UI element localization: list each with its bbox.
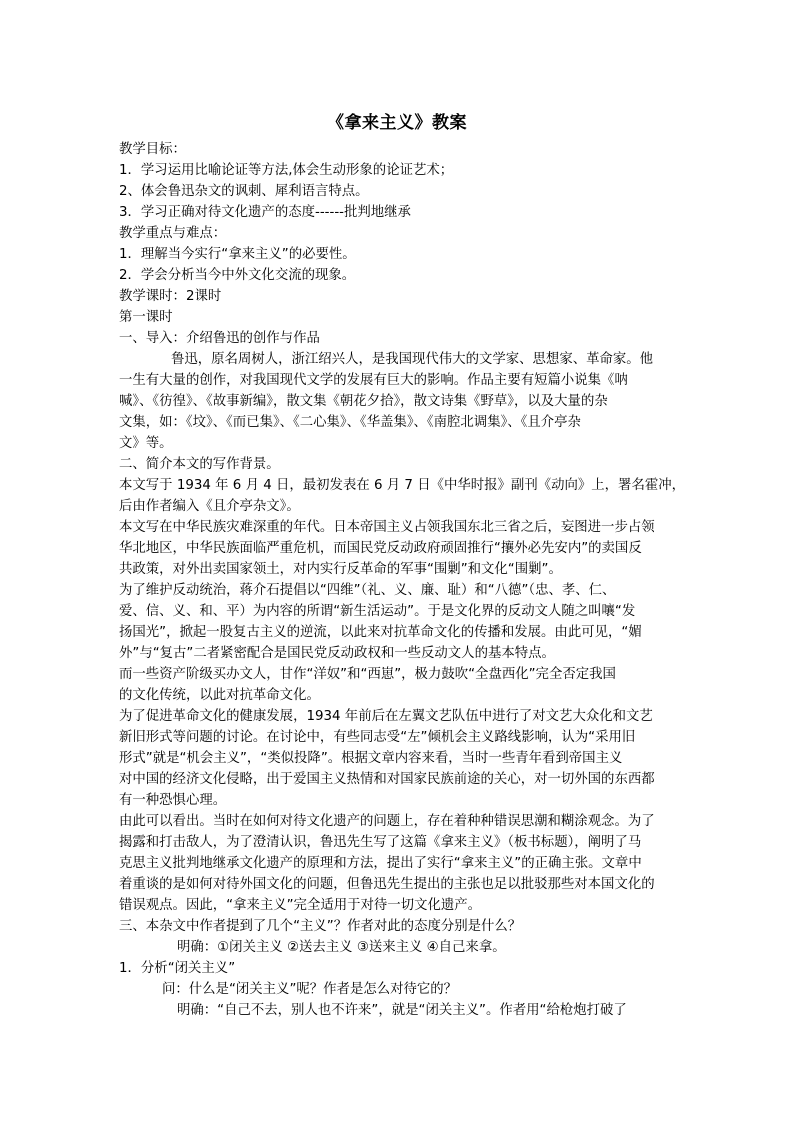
text-line: 文》等。 xyxy=(119,436,173,451)
text-line: 错误观点。因此，“拿来主义”完全适用于对待一切文化遗产。 xyxy=(119,898,482,913)
text-line: 3．学习正确对待文化遗产的态度------批判地继承 xyxy=(119,205,411,220)
text-line: 教学重点与难点： xyxy=(119,226,227,241)
text-line: 本文写于 1934 年 6 月 4 日，最初发表在 6 月 7 日《中华时报》副刊《动向》上，署名霍冲， xyxy=(119,478,685,493)
text-line: 由此可以看出。当时在如何对待文化遗产的问题上，存在着种种错误思潮和糊涂观念。为了 xyxy=(119,814,655,829)
text-line: 共政策，对外出卖国家领土，对内实行反革命的军事“围剿”和文化“围剿”。 xyxy=(119,562,562,577)
text-line: 为了促进革命文化的健康发展，1934 年前后在左翼文艺队伍中进行了对文艺大众化和文艺 xyxy=(119,709,653,724)
text-line: 爱、信、义、和、平）为内容的所谓“新生活运动”。于是文化界的反动文人随之叫嚷“发 xyxy=(119,604,636,619)
text-line: 克思主义批判地继承文化遗产的原理和方法，提出了实行“拿来主义”的正确主张。文章中 xyxy=(119,856,642,871)
text-line: 的文化传统，以此对抗革命文化。 xyxy=(119,688,320,703)
text-line: 2．学会分析当今中外文化交流的现象。 xyxy=(119,268,356,283)
document-title: 《拿来主义》教案 xyxy=(327,113,467,133)
text-line: 一生有大量的创作，对我国现代文学的发展有巨大的影响。作品主要有短篇小说集《呐 xyxy=(119,373,628,388)
text-line: 教学目标： xyxy=(119,142,186,157)
text-line: 三、本杂文中作者提到了几个“主义”？作者对此的态度分别是什么？ xyxy=(119,919,522,934)
text-line: 外”与“复古”二者紧密配合是国民党反动政权和一些反动文人的基本特点。 xyxy=(119,646,555,661)
text-line: 本文写在中华民族灾难深重的年代。日本帝国主义占领我国东北三省之后，妄图进一步占领 xyxy=(119,520,655,535)
text-line: 问：什么是“闭关主义”呢？作者是怎么对待它的？ xyxy=(162,982,458,997)
text-line: 1．学习运用比喻论证等方法,体会生动形象的论证艺术； xyxy=(119,163,454,178)
text-line: 而一些资产阶级买办文人，甘作“洋奴”和“西崽”，极力鼓吹“全盘西化”完全否定我国 xyxy=(119,667,616,682)
text-line: 文集，如：《坟》、《而已集》、《二心集》、《华盖集》、《南腔北调集》、《且介亭杂 xyxy=(119,415,581,430)
text-line: 揭露和打击敌人，为了澄清认识，鲁迅先生写了这篇《拿来主义》（板书标题），阐明了马 xyxy=(119,835,642,850)
text-line: 二、简介本文的写作背景。 xyxy=(119,457,280,472)
text-line: 形式”就是“机会主义”，“类似投降”。根据文章内容来看，当时一些青年看到帝国主义 xyxy=(119,751,623,766)
text-line: 对中国的经济文化侵略，出于爱国主义热情和对国家民族前途的关心，对一切外国的东西都 xyxy=(119,772,655,787)
text-line: 第一课时 xyxy=(119,310,173,325)
text-line: 为了维护反动统治，蒋介石提倡以“四维”（礼、义、廉、耻）和“八德”（忠、孝、仁、 xyxy=(119,583,616,598)
text-line: 明确：①闭关主义 ②送去主义 ③送来主义 ④自己来拿。 xyxy=(177,940,506,955)
text-line: 2、体会鲁迅杂文的讽刺、犀利语言特点。 xyxy=(119,184,369,199)
text-line: 喊》、《彷徨》、《故事新编》，散文集《朝花夕拾》，散文诗集《野草》，以及大量的杂 xyxy=(119,394,608,409)
text-line: 明确：“自己不去，别人也不许来”，就是“闭关主义”。作者用“给枪炮打破了 xyxy=(177,1003,627,1018)
text-line: 1．理解当今实行“拿来主义”的必要性。 xyxy=(119,247,356,262)
text-line: 1．分析“闭关主义” xyxy=(119,961,236,976)
text-line: 扬国光”，掀起一股复古主义的逆流，以此来对抗革命文化的传播和发展。由此可见，“媚 xyxy=(119,625,642,640)
text-line: 教学课时：2课时 xyxy=(119,289,222,304)
text-line: 后由作者编入《且介亭杂文》。 xyxy=(119,499,300,514)
text-line: 一、导入：介绍鲁迅的创作与作品 xyxy=(119,331,320,346)
text-line: 华北地区，中华民族面临严重危机，而国民党反动政府顽固推行“攘外必先安内”的卖国反 xyxy=(119,541,642,556)
text-line: 新旧形式等问题的讨论。在讨论中，有些同志受“左”倾机会主义路线影响，认为“采用旧 xyxy=(119,730,636,745)
text-line: 着重谈的是如何对待外国文化的问题，但鲁迅先生提出的主张也足以批驳那些对本国文化的 xyxy=(119,877,655,892)
text-line: 有一种恐惧心理。 xyxy=(119,793,227,808)
text-line: 鲁迅，原名周树人，浙江绍兴人，是我国现代伟大的文学家、思想家、革命家。他 xyxy=(171,352,654,367)
